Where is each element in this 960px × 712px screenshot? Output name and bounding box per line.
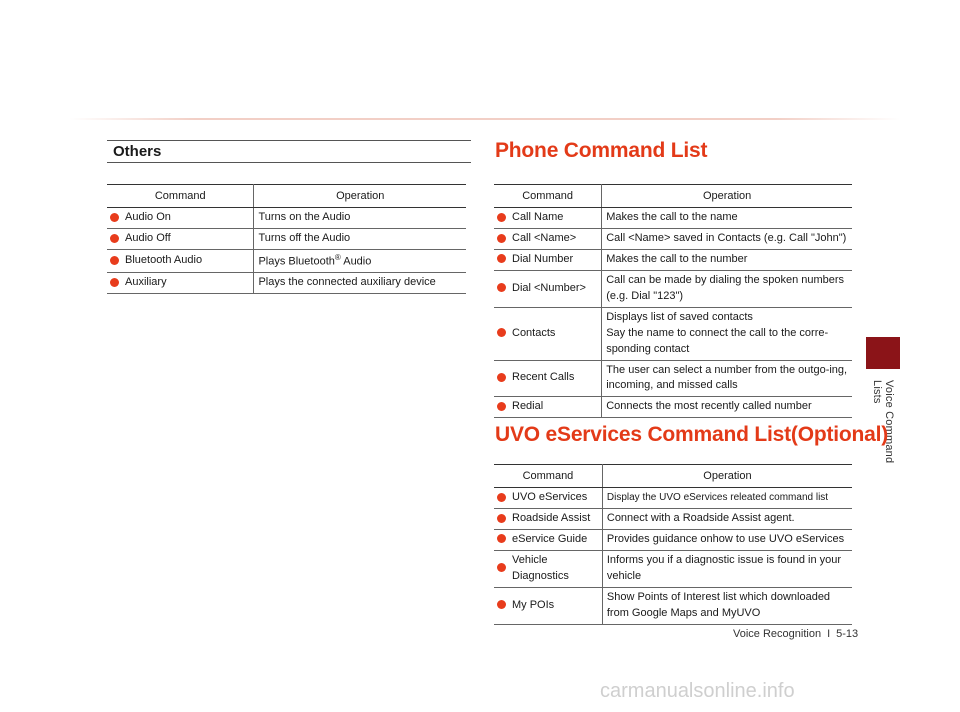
operation-cell: Show Points of Interest list which downloaded from Google Maps and MyUVO	[602, 587, 852, 624]
bullet-icon	[497, 254, 506, 263]
bullet-icon	[110, 213, 119, 222]
command-cell: Contacts	[508, 307, 602, 360]
table-header	[494, 185, 852, 208]
command-cell: Recent Calls	[508, 360, 602, 397]
chapter-tab	[866, 337, 900, 369]
bullet-icon	[497, 600, 506, 609]
operation-cell: Connects the most recently called number	[602, 397, 852, 418]
operation-header: Operation	[602, 465, 852, 488]
table-header	[107, 185, 466, 208]
others-heading: Others	[107, 140, 471, 163]
table-row	[494, 529, 852, 550]
table-row	[494, 360, 852, 397]
bullet-icon	[497, 493, 506, 502]
bullet-icon	[110, 256, 119, 265]
operation-header: Operation	[602, 185, 852, 208]
uvo-table	[494, 464, 852, 625]
operation-cell: Connect with a Roadside Assist agent.	[602, 508, 852, 529]
bullet-icon	[497, 514, 506, 523]
bullet-icon	[497, 534, 506, 543]
operation-cell: Provides guidance onhow to use UVO eServices	[602, 529, 852, 550]
command-cell: eService Guide	[508, 529, 602, 550]
operation-cell: Display the UVO eServices releated command list	[602, 488, 852, 509]
bullet-icon	[497, 328, 506, 337]
table-row	[494, 208, 852, 229]
command-cell: Bluetooth Audio	[121, 249, 254, 273]
bullet-icon	[497, 213, 506, 222]
command-cell: Audio On	[121, 208, 254, 229]
phone-title: Phone Command List	[495, 139, 708, 162]
others-table	[107, 184, 466, 294]
command-cell: Dial <Number>	[508, 270, 602, 307]
table-row	[494, 307, 852, 360]
operation-cell: Plays the connected auxiliary device	[254, 273, 466, 294]
watermark: carmanualsonline.info	[600, 680, 795, 702]
operation-cell: Makes the call to the number	[602, 249, 852, 270]
command-cell: Call <Name>	[508, 228, 602, 249]
operation-cell: Informs you if a diagnostic issue is found in your vehicle	[602, 550, 852, 587]
operation-cell: Turns on the Audio	[254, 208, 466, 229]
table-row	[107, 273, 466, 294]
phone-table	[494, 184, 852, 418]
table-row	[494, 508, 852, 529]
uvo-title: UVO eServices Command List(Optional)	[495, 423, 889, 446]
operation-cell: Displays list of saved contacts Say the name to connect the call to the corre-sponding contact	[602, 307, 852, 360]
command-cell: Call Name	[508, 208, 602, 229]
footer-section: Voice Recognition	[733, 628, 822, 640]
bullet-icon	[497, 283, 506, 292]
operation-cell: Plays Bluetooth® Audio	[254, 249, 466, 273]
operation-cell: Turns off the Audio	[254, 228, 466, 249]
bullet-icon	[497, 563, 506, 572]
command-header: Command	[494, 465, 602, 488]
operation-cell: Makes the call to the name	[602, 208, 852, 229]
page-footer	[733, 628, 858, 640]
table-row	[494, 228, 852, 249]
footer-separator: I	[827, 628, 831, 640]
bullet-icon	[110, 234, 119, 243]
page-number: 5-13	[836, 628, 859, 640]
table-row	[494, 587, 852, 624]
command-cell: UVO eServices	[508, 488, 602, 509]
chapter-label: Voice Command Lists	[871, 380, 895, 464]
operation-cell: Call <Name> saved in Contacts (e.g. Call "John")	[602, 228, 852, 249]
command-header: Command	[494, 185, 602, 208]
bullet-icon	[110, 278, 119, 287]
command-cell: Audio Off	[121, 228, 254, 249]
table-row	[494, 270, 852, 307]
bullet-icon	[497, 373, 506, 382]
table-row	[494, 249, 852, 270]
command-header: Command	[107, 185, 254, 208]
table-row	[494, 550, 852, 587]
operation-cell: The user can select a number from the outgo-ing, incoming, and missed calls	[602, 360, 852, 397]
command-cell: Roadside Assist	[508, 508, 602, 529]
table-row	[107, 228, 466, 249]
table-row	[107, 208, 466, 229]
command-cell: Vehicle Diagnostics	[508, 550, 602, 587]
table-row	[107, 249, 466, 273]
bullet-icon	[497, 234, 506, 243]
command-cell: Auxiliary	[121, 273, 254, 294]
command-cell: My POIs	[508, 587, 602, 624]
operation-cell: Call can be made by dialing the spoken numbers (e.g. Dial "123")	[602, 270, 852, 307]
bullet-icon	[497, 402, 506, 411]
command-cell: Redial	[508, 397, 602, 418]
command-cell: Dial Number	[508, 249, 602, 270]
table-row	[494, 488, 852, 509]
top-divider	[70, 118, 900, 120]
table-row	[494, 397, 852, 418]
operation-header: Operation	[254, 185, 466, 208]
table-header	[494, 465, 852, 488]
